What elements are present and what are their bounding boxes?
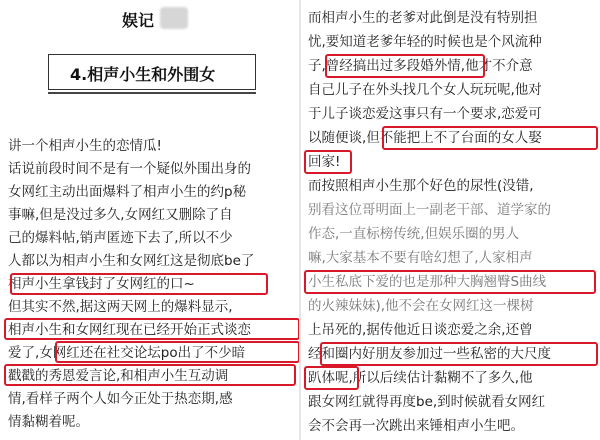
highlight-box-r4a — [320, 342, 598, 366]
highlight-box-3a — [55, 341, 300, 363]
left-line-4: 己的爆料帖,销声匿迹下去了,所以不少 — [8, 230, 233, 246]
highlight-box-r3 — [304, 270, 596, 294]
left-line-7: 但其实不然,据这两天网上的爆料显示, — [8, 299, 233, 315]
article-header — [86, 4, 266, 36]
left-line-11: 情,看样子两个人如今正处于热恋期,感 — [8, 391, 233, 407]
right-line-14: 经和圈内好朋友参加过一些私密的大尺度 — [308, 346, 551, 362]
left-line-0: 讲一个相声小生的恋情瓜! — [8, 138, 162, 154]
highlight-box-2 — [4, 318, 300, 340]
right-line-15: 趴体呢,所以后续估计黏糊不了多久,他 — [308, 370, 533, 386]
section-underline — [48, 92, 256, 94]
left-line-9: 爱了,女网红还在社交论坛po出了不少暗 — [8, 345, 246, 361]
left-line-6: 相声小生拿钱封了女网红的口~ — [8, 276, 195, 292]
left-line-1: 话说前段时间不是有一个疑似外围出身的 — [8, 161, 251, 177]
left-line-8: 相声小生和女网红现在已经开始正式谈恋 — [8, 322, 251, 338]
right-line-6: 回家! — [308, 154, 341, 170]
right-line-10: 嘛,大家基本不要有啥幻想了,人家相声 — [308, 250, 533, 266]
right-line-0: 而相声小生的老爹对此倒是没有特别担 — [308, 10, 538, 26]
left-line-5: 人都以为相声小生和女网红这是彻底be了 — [8, 253, 255, 269]
blurred-logo — [160, 7, 188, 29]
right-line-5: 以随便谈,但不能把上不了台面的女人娶 — [308, 130, 542, 146]
right-line-7: 而按照相声小生那个好色的尿性(没错, — [308, 178, 534, 194]
right-line-17: 会不会再一次跳出来锤相声小生吧。 — [308, 418, 524, 434]
left-line-10: 戳戳的秀恩爱言论,和相声小生互动调 — [8, 368, 229, 384]
right-line-3: 自己儿子在外头找几个女人玩玩呢,他对 — [308, 82, 542, 98]
left-line-2: 女网红主动出面爆料了相声小生的约p秘 — [8, 184, 247, 200]
right-line-9: 作态,一直标榜传统,但娱乐圈的男人 — [308, 226, 520, 242]
section-title: 4.相声小生和外围女 — [70, 65, 216, 84]
right-line-1: 忧,要知道老爹年轻的时候也是个风流种 — [308, 34, 542, 50]
highlight-box-r2b — [304, 150, 352, 174]
right-article-panel — [300, 0, 600, 440]
highlight-box-r4b — [304, 366, 359, 390]
highlight-box-r2a — [382, 126, 598, 150]
left-line-12: 情黏糊着呢。 — [8, 414, 89, 430]
right-line-13: 上吊死的,据传他近日谈恋爱之余,还曾 — [308, 322, 533, 338]
right-line-2: 子,曾经搞出过多段婚外情,他才不介意 — [308, 58, 533, 74]
right-line-16: 跟女网红就得再度be,到时候就看女网红 — [308, 394, 546, 410]
header-title: 娱记 — [122, 11, 155, 30]
right-line-12: 的火辣妹妹),他不会在女网红这一棵树 — [308, 298, 534, 314]
highlight-box-3b — [4, 364, 296, 386]
highlight-box-r1 — [325, 54, 485, 78]
left-line-3: 事嘛,但是没过多久,女网红又删除了自 — [8, 207, 233, 223]
right-line-11: 小生私底下爱的也是那种大胸翘臀S曲线 — [308, 274, 547, 290]
highlight-box-1 — [10, 273, 268, 295]
right-line-8: 别看这位哥明面上一副老干部、道学家的 — [308, 202, 551, 218]
right-line-4: 于儿子谈恋爱这事只有一个要求,恋爱可 — [308, 106, 542, 122]
